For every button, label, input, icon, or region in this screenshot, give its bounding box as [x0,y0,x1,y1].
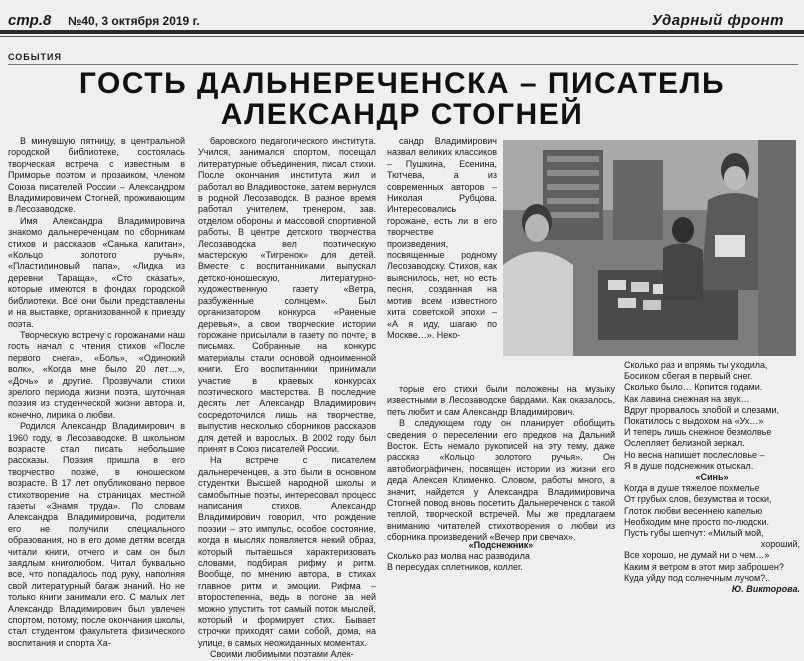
poem-line: Пусть губы шепчут: «Милый мой, [624,528,764,539]
poem-line: Босиком сбегая в первый снег. [624,371,753,382]
poem-line: Куда уйду под солнечным лучом?.. [624,572,771,583]
paragraph: торые его стихи были положены на музыку известными в Лесозаводске бардами. Как оказалось, петь любит и сам Александр Владимирович. [387,384,615,417]
poem-title: «Подснежник» [468,540,534,550]
poem-line: В пересудах сплетников, коллег. [387,562,523,573]
paragraph: Имя Александра Владимировича знакомо дальнереченцам по сборникам стихов и рассказов «Санька капитан», «Кольцо золотого ручья», «Пластилиновый папа», «Лидка из деревни Тараща», «Сто сказать», которые имеются в фондах городской библиотеки. Все они были представлены и на выставке, организованной к приезду поэта. [8,215,185,329]
paragraph: Своими любимыми поэтами Алек- [210,649,354,660]
poem-line: Как лавина снежная на звук… [624,393,750,404]
poem-sin [624,360,800,598]
poem-line: Необходим мне просто по-людски. [624,516,770,527]
poem-line: хороший, [760,539,800,550]
headline: ГОСТЬ ДАЛЬНЕРЕЧЕНСКА – ПИСАТЕЛЬ АЛЕКСАНДР СТОГНЕЙ [78,67,726,131]
issue-date: №40, 3 октября 2019 г. [68,14,200,28]
paragraph: На встрече с писателем дальнереченцев, а это были в основном студентки Высшей народной школы и самобытные поэты, интересовал процесс написания стихов. Александр Владимирович говорил, что рождение поэзии – это импульс, особое состояние, когда в мыслях появляется некий образ, который пытаешься характеризовать словами, подбирая рифму и ритм. Вообще, по мнению автора, в стихах главное ритм и эмоции. Рифма – второстепенна, ведь в погоне за ней можно упустить тот самый поток мыслей, который и формирует стих. Бывает строчки приходят сами собой, дома, на улице, в самых неожиданных моментах. [198,455,376,648]
poem-line: Сколько раз молва нас разводила [387,551,530,562]
paragraph: Родился Александр Владимирович в 1960 году, в Лесозаводске. В школьном возрасте стал писать небольшие рассказы. Поэзия пришла в его творчество позже, в юношеском возрасте. В 17 лет опубликовано первое стихотворение на страницах местной газеты «Знамя труда». По словам Александра Владимировича, родители его не получили специального образования, но в его доме детям всегда читали книги, отчего и сам он был заядлым книголюбом. Читал буквально все, что попадалось под руку, наполняя свой литературный багаж знаний. Но не только книги занимали его. С малых лет Александр Владимирович был увлечен спортом, потому, после окончания школы, стал студентом факультета физического воспитания и спорта Ха- [8,421,185,648]
poem-podsnezhnik [387,540,615,574]
article-photo [503,140,796,356]
poem-line: Сколько раз и впрямь ты уходила, [624,360,768,370]
poem-line: Покатилось с выдохом на «Ух…» [624,416,764,427]
masthead: Ударный фронт [651,12,784,29]
header-rule-thin [0,36,804,37]
section-rule [8,64,798,65]
article-column-3 [387,136,497,382]
paragraph: баровского педагогического института. Учился, занимался спортом, посещал литературные объединения, писал стихи. После окончания института жил и работал во Владивостоке, затем вернулся в родной Лесозаводск. В разное время работал учителем, тренером, зав. отделом обороны и массовой спортивной работы. В центре детского творчества Лесозаводска вел поэтическую мастерскую «Тигренок» для детей. Вместе с воспитанниками выпускал детско-юношескую, литературно-художественную газету «Ветра, разбуженные солнцем». Был организатором конкурса «Раненые деревья», а свои творческие истории горожане присылали в газету по почте, в письмах. Собранные на конкурс материалы стали основой одноименной книги. Его воспитанники принимали участие в краевых конкурсах поэтического мастерства. В последние десять лет Александр Владимирович сосредоточился лишь на творчестве, выпустив несколько сборников рассказов для детей и взрослых. В 2002 году был принят в Союз писателей России. [198,136,376,454]
header-rule [0,30,804,34]
paragraph: В минувшую пятницу, в центральной городской библиотеке, состоялась творческая встреча с известным в Приморье поэтом и прозаиком, членом Союза писателей России – Александром Владимировичем Стогней, проживающим в Лесозаводске. [8,136,185,215]
poem-line: Вдруг прорвалось злобой и слезами, [624,404,779,415]
article-column-2 [198,136,376,660]
page-number: стр.8 [8,12,52,29]
poem-line: От грубых слов, безумства и тоски, [624,494,772,505]
poem-line: Глоток любви весеннею капелью [624,505,763,516]
photo-illustration [503,140,796,356]
poem-title: «Синь» [695,472,729,483]
poem-line: Я в душе подснежник отыскал. [624,460,754,471]
poem-author: Ю. Викторова. [731,584,800,595]
section-label: СОБЫТИЯ [8,52,62,62]
paragraph: сандр Владимирович назвал великих классиков – Пушкина, Есенина, Тютчева, а из современных авторов – Николая Рубцова. Интересовались горожане, есть ли в его творчестве произведения, посвященные родному Лесозаводску. Стихов, как выяснилось, нет, но есть песня, созданная на мотив всем известного хита советской эпохи – «А я иду, шагаю по Москве…». Неко- [387,136,497,340]
poem-line: Когда в душе тяжелое похмелье [624,483,760,494]
poem-line: И теперь лишь снежное безмолвье [624,427,772,438]
paragraph: Творческую встречу с горожанами наш гость начал с чтения стихов «После первого снега», «Боль», «Одинокий волк», «Когда мне было 20 лет…», «Дочь» и другие. Прозвучали стихи зрелого периода жизни поэта, шуточная поэзия из студенческой жизни автора и, конечно, лирика о любви. [8,329,185,420]
poem-line: Ослепляет белизной зеркал. [624,438,745,449]
poem-line: Но весна напишет послесловье – [624,449,765,460]
poem-line: Сколько было… Копится годами. [624,382,763,393]
poem-line: Каким я ветром в этот мир заброшен? [624,561,784,572]
article-column-1 [8,136,185,648]
paragraph: В следующем году он планирует обобщить сведения о переселении его предков на Дальний Восток. Есть немало рукописей на эту тему, даже рассказ «Кольцо золотого ручья». Он автобиографичен, посвящен истории из жизни его деда Алексея Клименко. Словом, работы много, а значит, найдется у Александра Владимировича Стогней повод вновь посетить Дальнереченск с такой теплой, творческой встречей. Мы же предлагаем вниманию читателей стихотворения о любви из сборника произведений «Вечер при свечах». [387,418,615,543]
poem-line: Все хорошо, не думай ни о чем…» [624,550,770,561]
page-header [0,8,804,42]
